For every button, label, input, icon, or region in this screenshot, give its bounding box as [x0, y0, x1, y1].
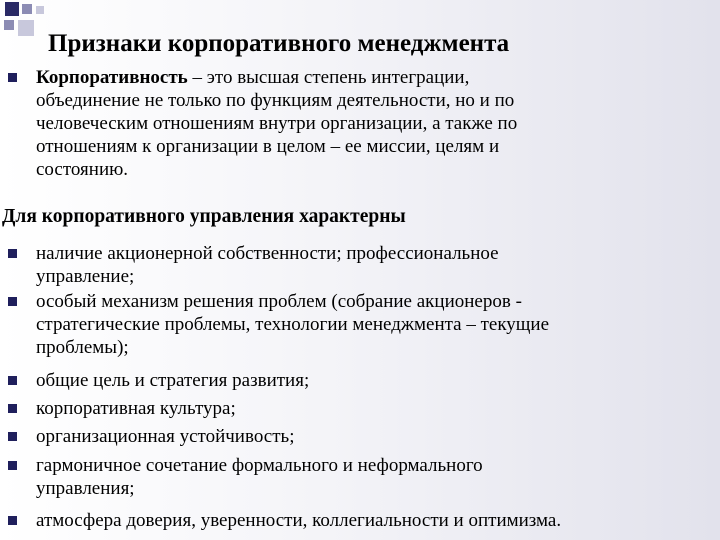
list-item: общие цель и стратегия развития; — [36, 370, 310, 391]
bullet-square-icon — [8, 249, 17, 258]
bullet-square-icon — [8, 376, 17, 385]
definition-line-4: отношениям к организации в целом – ее миссии, целям и — [36, 136, 500, 157]
section-heading: Для корпоративного управления характерны — [2, 206, 406, 227]
list-item: гармоничное сочетание формального и неформального управления; — [36, 455, 483, 499]
definition-line-5: состоянию. — [36, 159, 129, 180]
list-item: организационная устойчивость; — [36, 426, 295, 447]
definition-line-3: человеческим отношениям внутри организации, а также по — [36, 113, 518, 134]
bullet-square-icon — [8, 516, 17, 525]
list-item: особый механизм решения проблем (собрание акционеров - стратегические проблемы, технологии менеджмента – текущие проблемы); — [36, 291, 550, 358]
definition-line-2: объединение не только по функциям деятельности, но и по — [36, 90, 515, 111]
list-item: атмосфера доверия, уверенности, коллегиальности и оптимизма. — [36, 510, 562, 531]
definition-paragraph — [36, 66, 517, 181]
bullet-square-icon — [8, 404, 17, 413]
slide-title: Признаки корпоративного менеджмента — [48, 30, 510, 57]
bullet-square-icon — [8, 432, 17, 441]
list-item: наличие акционерной собственности; профессиональное управление; — [36, 243, 499, 287]
definition-term: Корпоративность — [36, 67, 188, 88]
bullet-square-icon — [8, 73, 17, 82]
list-item: корпоративная культура; — [36, 398, 236, 419]
bullet-square-icon — [8, 297, 17, 306]
definition-line-1: Корпоративность – это высшая степень интеграции, — [36, 67, 470, 88]
bullet-square-icon — [8, 461, 17, 470]
